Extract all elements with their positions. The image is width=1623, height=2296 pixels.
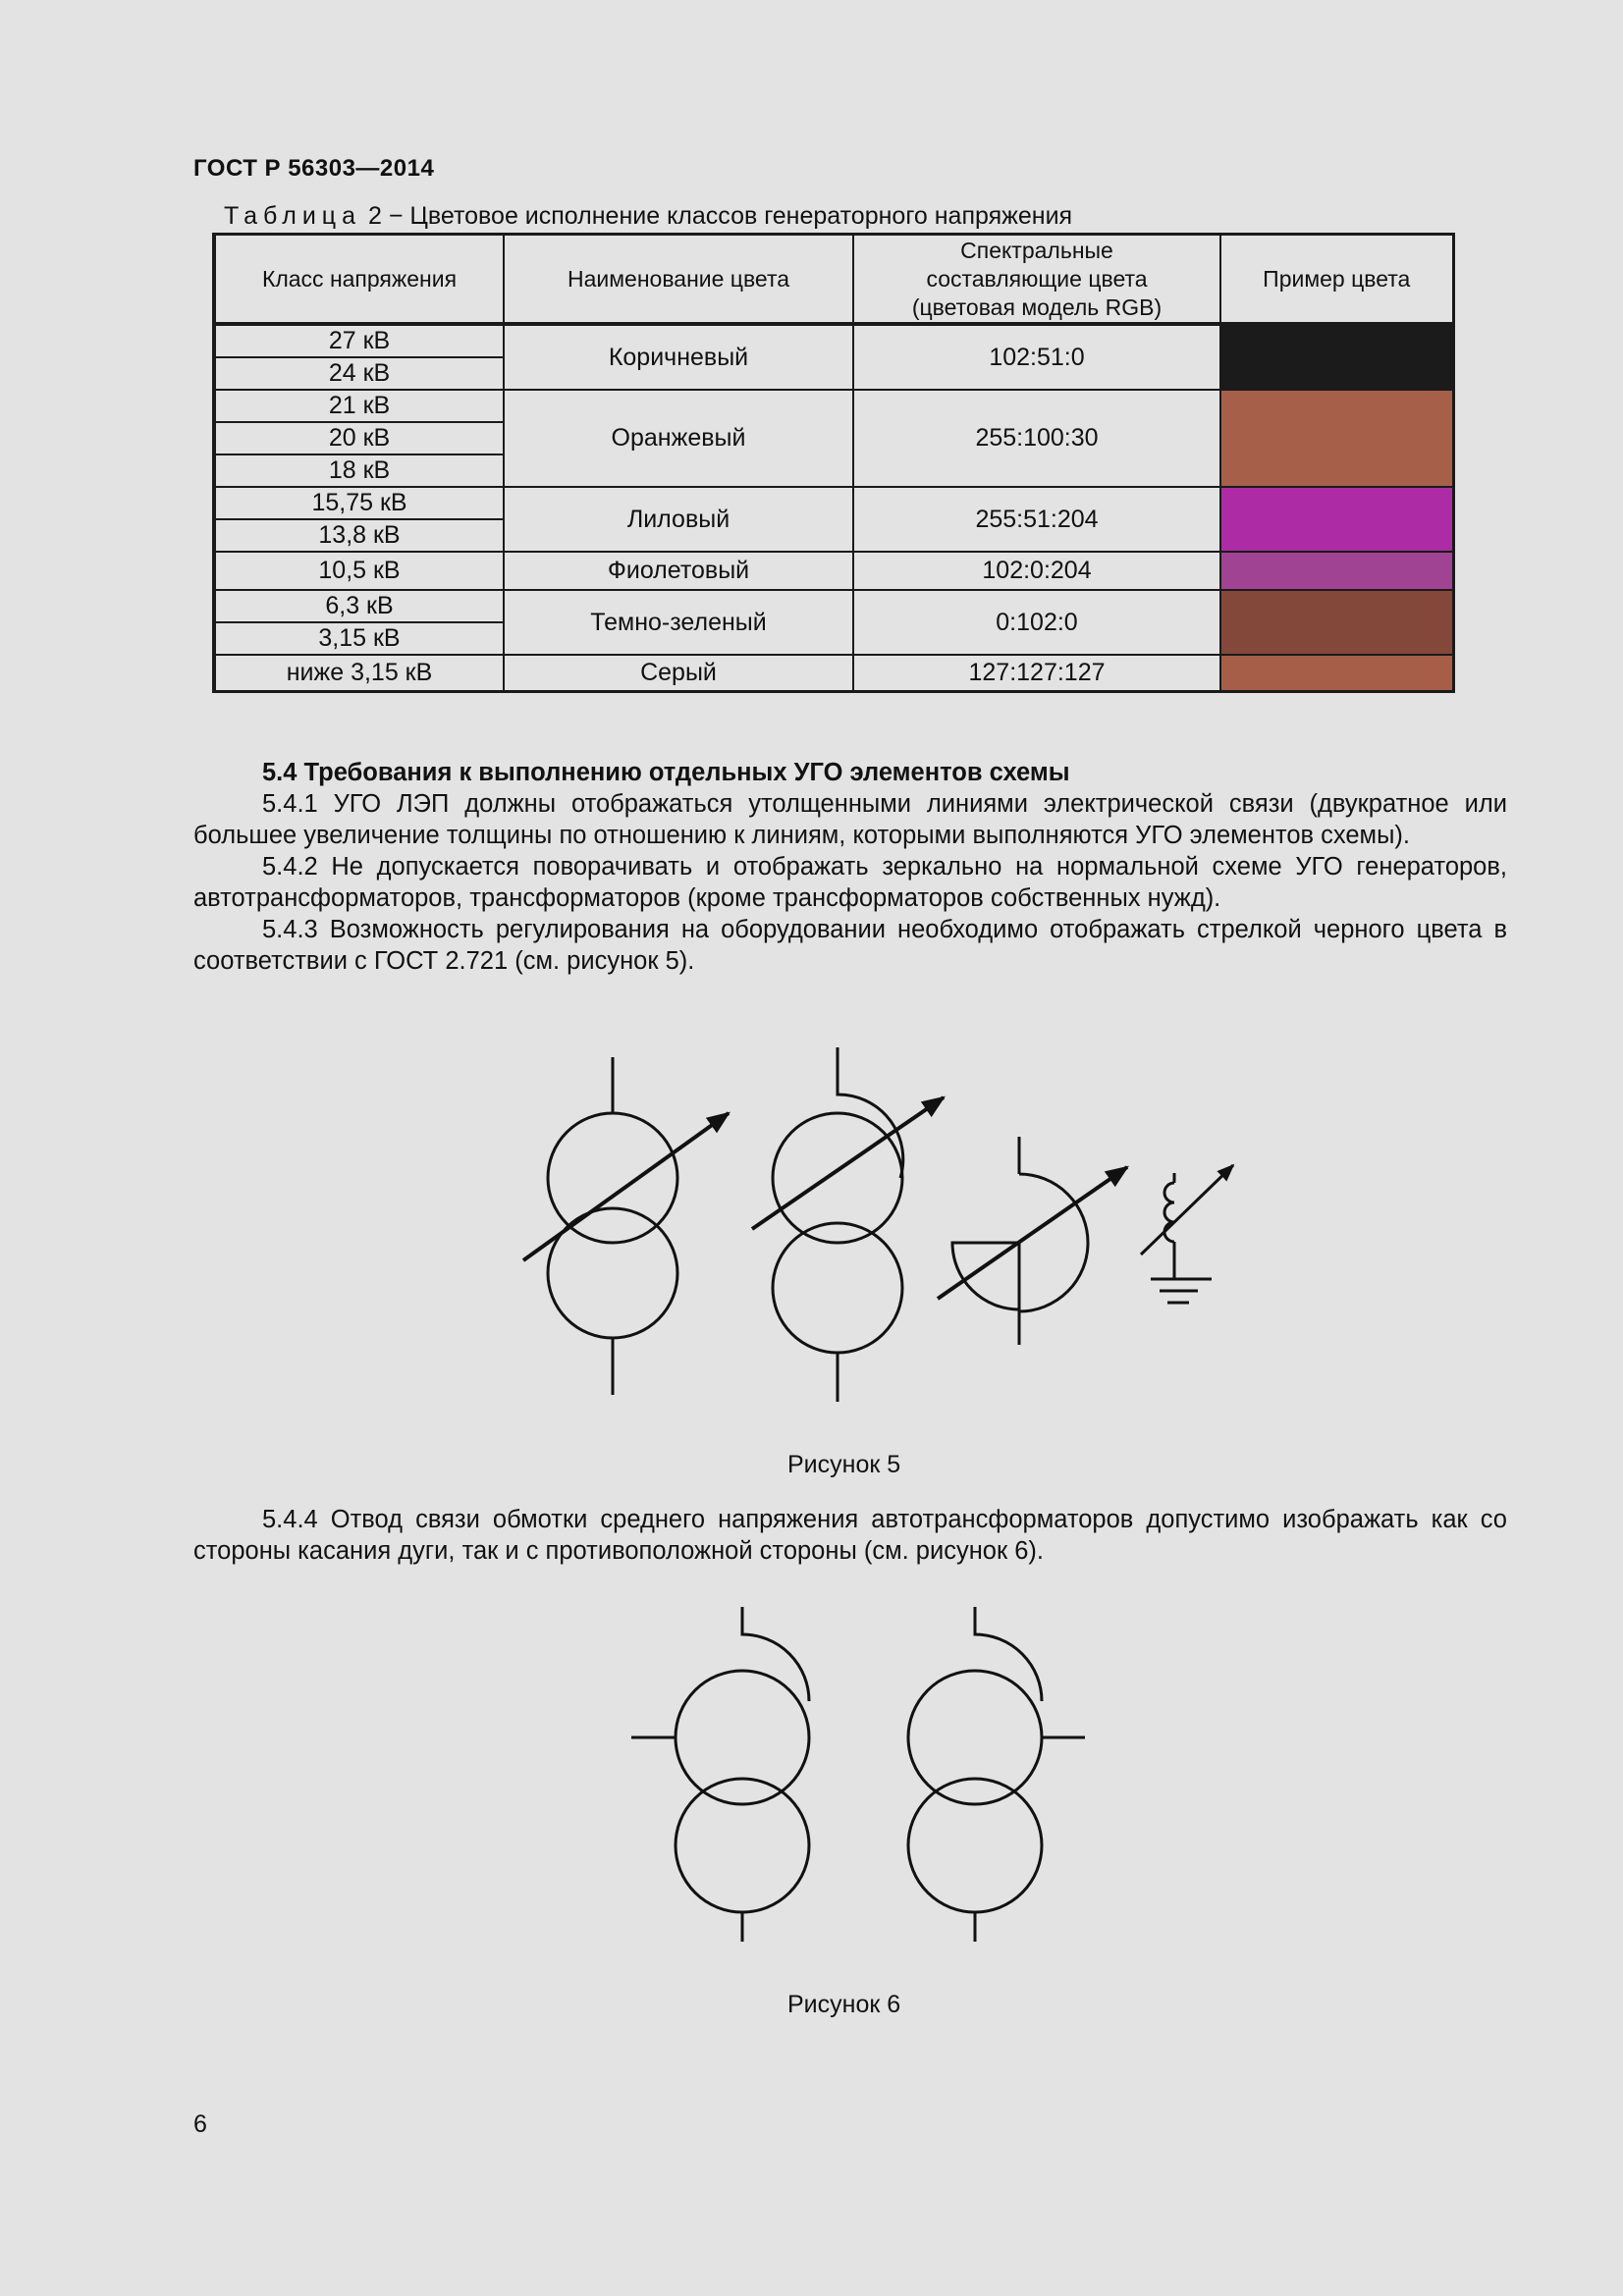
column-header-example: Пример цвета bbox=[1220, 235, 1453, 325]
table-caption-text: Цветовое исполнение классов генераторного напряжения bbox=[409, 202, 1073, 230]
voltage-class-cell: 6,3 кВ bbox=[214, 590, 504, 622]
rgb-cell: 255:100:30 bbox=[853, 390, 1220, 487]
voltage-class-cell: 15,75 кВ bbox=[214, 487, 504, 519]
voltage-class-cell: 13,8 кВ bbox=[214, 519, 504, 552]
voltage-class-cell: 3,15 кВ bbox=[214, 622, 504, 655]
rgb-cell: 255:51:204 bbox=[853, 487, 1220, 552]
rgb-cell: 127:127:127 bbox=[853, 655, 1220, 692]
column-header-class: Класс напряжения bbox=[214, 235, 504, 325]
voltage-class-cell: 18 кВ bbox=[214, 454, 504, 487]
column-header-name: Наименование цвета bbox=[504, 235, 853, 325]
paragraph-5-4-3: 5.4.3 Возможность регулирования на оборудовании необходимо отображать стрелкой черного цвета в соответствии с ГОСТ 2.721 (см. рисунок 5). bbox=[193, 916, 1507, 975]
figure-5-caption: Рисунок 5 bbox=[787, 1451, 901, 1478]
color-name-cell: Лиловый bbox=[504, 487, 853, 552]
regulated-reactor-icon bbox=[938, 1137, 1127, 1345]
autotransformer-tap-left-icon bbox=[631, 1607, 809, 1942]
column-header-spectral-line1: Спектральные bbox=[960, 237, 1113, 263]
paragraph-5-4-4: 5.4.4 Отвод связи обмотки среднего напряжения автотрансформаторов допустимо изображать как со стороны касания дуги, так и с противоположной стороны (см. рисунок 6). bbox=[193, 1506, 1507, 1565]
color-name-cell: Оранжевый bbox=[504, 390, 853, 487]
regulated-coil-icon bbox=[1141, 1165, 1233, 1303]
voltage-class-cell: ниже 3,15 кВ bbox=[214, 655, 504, 692]
voltage-class-cell: 10,5 кВ bbox=[214, 552, 504, 590]
rgb-cell: 102:51:0 bbox=[853, 324, 1220, 390]
regulated-transformer-icon bbox=[523, 1057, 729, 1395]
color-name-cell: Фиолетовый bbox=[504, 552, 853, 590]
column-header-spectral-line3: (цветовая модель RGB) bbox=[911, 294, 1163, 320]
column-header-spectral-line2: составляющие цвета bbox=[926, 265, 1148, 292]
table-caption-number: 2 bbox=[367, 202, 382, 230]
color-name-cell: Темно-зеленый bbox=[504, 590, 853, 655]
rgb-cell: 102:0:204 bbox=[853, 552, 1220, 590]
rgb-cell: 0:102:0 bbox=[853, 590, 1220, 655]
voltage-class-cell: 21 кВ bbox=[214, 390, 504, 422]
regulated-autotransformer-icon bbox=[752, 1047, 944, 1402]
voltage-class-cell: 27 кВ bbox=[214, 324, 504, 357]
section-heading: 5.4 Требования к выполнению отдельных УГО элементов схемы bbox=[262, 759, 1070, 786]
paragraph-5-4-1: 5.4.1 УГО ЛЭП должны отображаться утолщенными линиями электрической связи (двукратное или большее увеличение толщины по отношению к линиям, которыми выполняются УГО элементов схемы). bbox=[193, 790, 1507, 849]
voltage-class-cell: 24 кВ bbox=[214, 357, 504, 390]
figure-6-caption: Рисунок 6 bbox=[787, 1991, 901, 2018]
table-caption-word: Таблица bbox=[224, 202, 362, 230]
table-caption-dash: − bbox=[388, 202, 404, 230]
document-header: ГОСТ Р 56303—2014 bbox=[193, 155, 435, 182]
color-name-cell: Серый bbox=[504, 655, 853, 692]
figure-6-drawing bbox=[631, 1607, 1085, 1942]
paragraph-5-4-2: 5.4.2 Не допускается поворачивать и отображать зеркально на нормальной схеме УГО генераторов, автотрансформаторов, трансформаторов (кроме трансформаторов собственных нужд). bbox=[193, 853, 1507, 912]
autotransformer-tap-right-icon bbox=[908, 1607, 1085, 1942]
color-name-cell: Коричневый bbox=[504, 324, 853, 390]
voltage-class-cell: 20 кВ bbox=[214, 422, 504, 454]
page-number: 6 bbox=[193, 2110, 207, 2138]
